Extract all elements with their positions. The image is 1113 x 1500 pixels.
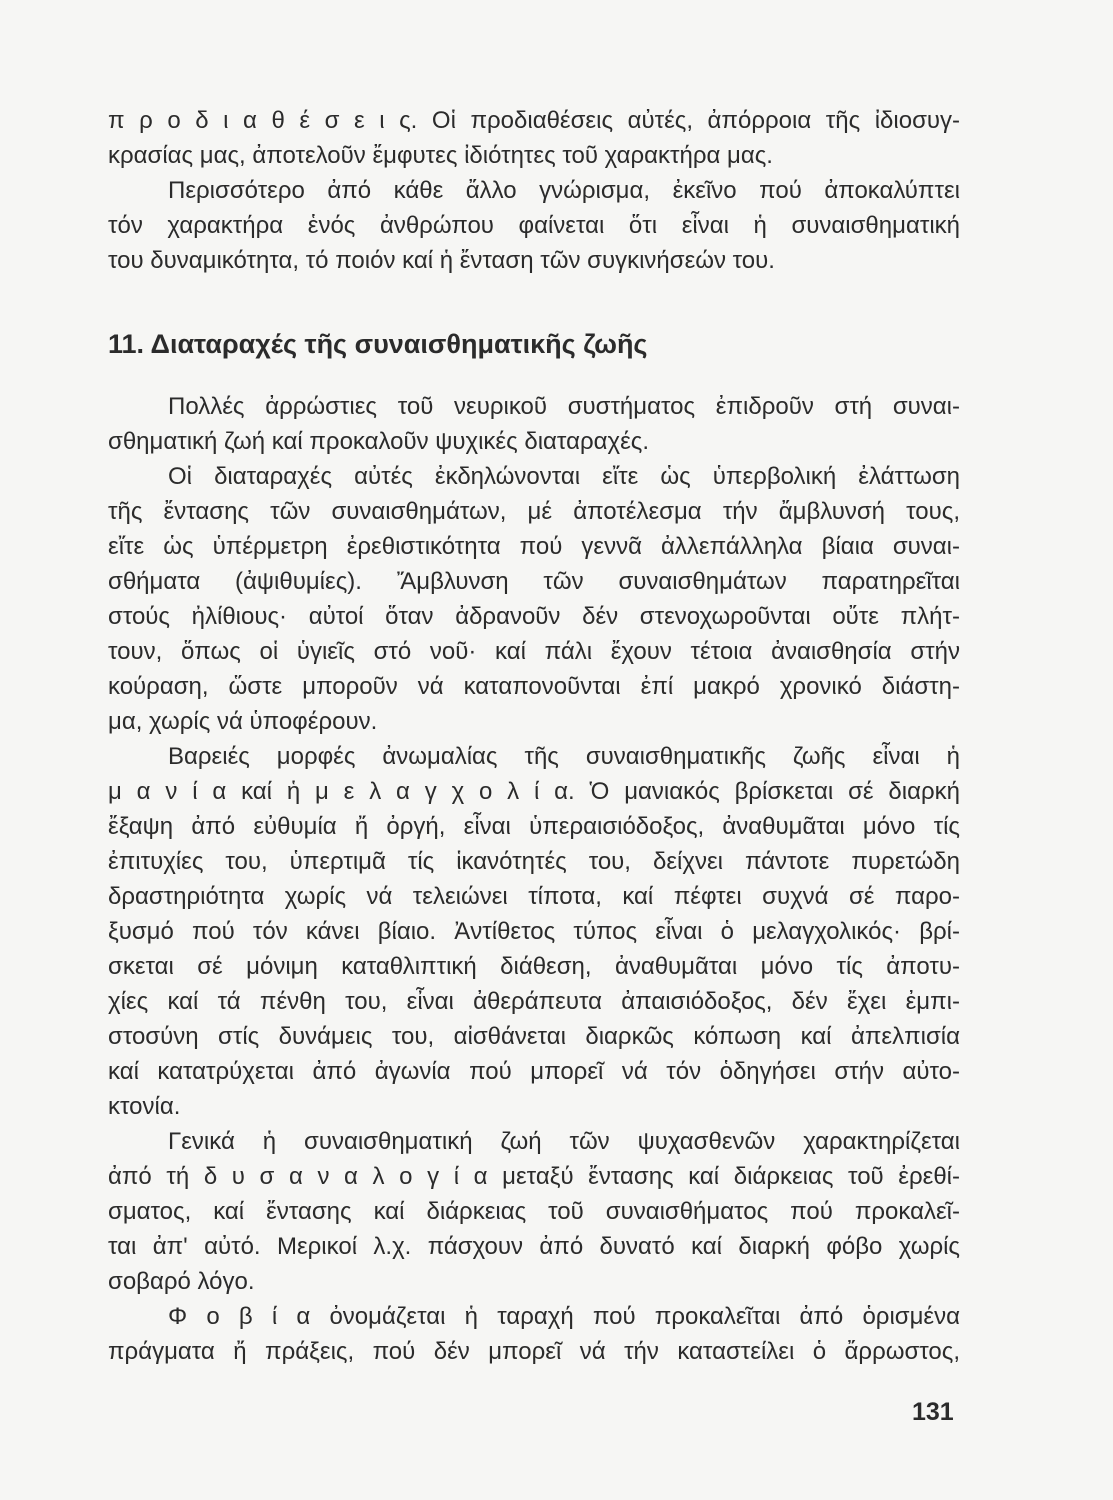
text-line: Γενικά ἡ συναισθηματική ζωή τῶν ψυχασθενῶν χαρακτηρίζεται: [168, 1128, 960, 1155]
text-line: πράγματα ἤ πράξεις, πού δέν μπορεῖ νά τήν καταστείλει ὁ ἄρρωστος,: [108, 1338, 960, 1365]
text-line: Βαρειές μορφές ἀνωμαλίας τῆς συναισθηματικῆς ζωῆς εἶναι ἡ: [168, 743, 960, 770]
text-line: μα, χωρίς νά ὑποφέρουν.: [108, 708, 378, 735]
text-line: σοβαρό λόγο.: [108, 1268, 255, 1295]
text-line: κρασίας μας, ἀποτελοῦν ἔμφυτες ἰδιότητες τοῦ χαρακτήρα μας.: [108, 142, 773, 169]
text-line: τουν, ὅπως οἱ ὑγιεῖς στό νοῦ· καί πάλι ἔχουν τέτοια ἀναισθησία στήν: [108, 638, 960, 665]
text-line: ξυσμό πού τόν κάνει βίαιο. Ἀντίθετος τύπος εἶναι ὁ μελαγχολικός· βρί-: [108, 918, 960, 945]
text-line: τόν χαρακτήρα ἑνός ἀνθρώπου φαίνεται ὅτι εἶναι ἡ συναισθηματική: [108, 212, 960, 239]
text-line: χίες καί τά πένθη του, εἶναι ἀθεράπευτα ἀπαισιόδοξος, δέν ἔχει ἐμπι-: [108, 988, 960, 1015]
text-line: Φ ο β ί α ὀνομάζεται ἡ ταραχή πού προκαλεῖται ἀπό ὁρισμένα: [168, 1303, 960, 1330]
text-line: κούραση, ὥστε μποροῦν νά καταπονοῦνται ἐπί μακρό χρονικό διάστη-: [108, 673, 960, 700]
text-line: Οἱ διαταραχές αὐτές ἐκδηλώνονται εἴτε ὡς ὑπερβολική ἐλάττωση: [168, 463, 960, 490]
text-line: σκεται σέ μόνιμη καταθλιπτική διάθεση, ἀναθυμᾶται μόνο τίς ἀποτυ-: [108, 953, 960, 980]
text-line: στοσύνη στίς δυνάμεις του, αἰσθάνεται διαρκῶς κόπωση καί ἀπελπισία: [108, 1023, 960, 1050]
section-number: 11.: [108, 329, 145, 359]
text-line: π ρ ο δ ι α θ έ σ ε ι ς. Οἱ προδιαθέσεις αὐτές, ἀπόρροια τῆς ἰδιοσυγ-: [108, 107, 960, 134]
text-line: ἀπό τή δ υ σ α ν α λ ο γ ί α μεταξύ ἔντασης καί διάρκειας τοῦ ἐρεθί-: [108, 1163, 960, 1190]
text-line: Πολλές ἀρρώστιες τοῦ νευρικοῦ συστήματος ἐπιδροῦν στή συναι-: [168, 393, 960, 420]
text-line: ἐπιτυχίες του, ὑπερτιμᾶ τίς ἱκανότητές του, δείχνει πάντοτε πυρετώδη: [108, 848, 960, 875]
text-line: σματος, καί ἔντασης καί διάρκειας τοῦ συναισθήματος πού προκαλεῖ-: [108, 1198, 960, 1225]
section-heading: [108, 326, 647, 362]
section-title: Διαταραχές τῆς συναισθηματικῆς ζωῆς: [150, 329, 648, 359]
text-line: ται ἀπ' αὐτό. Μερικοί λ.χ. πάσχουν ἀπό δυνατό καί διαρκή φόβο χωρίς: [108, 1233, 960, 1260]
text-line: σθηματική ζωή καί προκαλοῦν ψυχικές διαταραχές.: [108, 428, 650, 455]
text-line: δραστηριότητα χωρίς νά τελειώνει τίποτα, καί πέφτει συχνά σέ παρο-: [108, 883, 960, 910]
text-line: τῆς ἔντασης τῶν συναισθημάτων, μέ ἀποτέλεσμα τήν ἄμβλυνσή τους,: [108, 498, 960, 525]
text-line: ἔξαψη ἀπό εὐθυμία ἤ ὀργή, εἶναι ὑπεραισιόδοξος, ἀναθυμᾶται μόνο τίς: [108, 813, 960, 840]
text-line: κτονία.: [108, 1093, 181, 1120]
text-line: εἴτε ὡς ὑπέρμετρη ἐρεθιστικότητα πού γεννᾶ ἀλλεπάλληλα βίαια συναι-: [108, 533, 960, 560]
text-line: μ α ν ί α καί ἡ μ ε λ α γ χ ο λ ί α. Ὁ μανιακός βρίσκεται σέ διαρκή: [108, 778, 960, 805]
page-number: 131: [912, 1398, 954, 1426]
text-line: σθήματα (ἀψιθυμίες). Ἄμβλυνση τῶν συναισθημάτων παρατηρεῖται: [108, 568, 960, 595]
text-line: στούς ἠλίθιους· αὐτοί ὅταν ἀδρανοῦν δέν στενοχωροῦνται οὔτε πλήτ-: [108, 603, 960, 630]
text-line: του δυναμικότητα, τό ποιόν καί ἡ ἔνταση τῶν συγκινήσεών του.: [108, 247, 775, 274]
text-line: Περισσότερο ἀπό κάθε ἄλλο γνώρισμα, ἐκεῖνο πού ἀποκαλύπτει: [168, 177, 960, 204]
text-line: καί κατατρύχεται ἀπό ἀγωνία πού μπορεῖ νά τόν ὁδηγήσει στήν αὐτο-: [108, 1058, 960, 1085]
